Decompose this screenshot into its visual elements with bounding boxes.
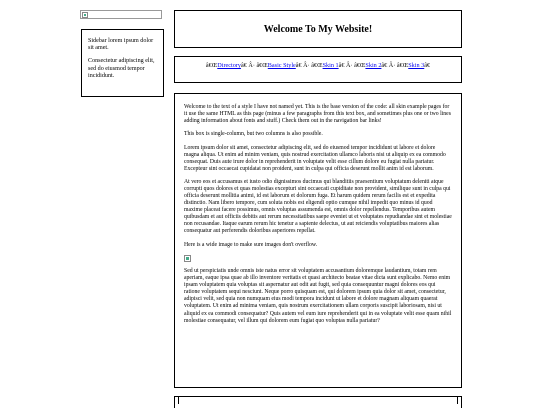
nav-separator: â€ — [424, 62, 431, 69]
nav-prefix: â€Œ — [354, 62, 366, 69]
nav-separator: â€ Â· — [295, 62, 312, 69]
footer — [174, 396, 462, 408]
nav-link-basic-style[interactable]: Basic Style — [267, 62, 296, 69]
content-paragraph-wide-image: Here is a wide image to make sure images don't overflow. — [184, 241, 318, 248]
footer-border — [178, 396, 179, 404]
nav-link-directory[interactable]: Directory — [217, 62, 241, 69]
header — [174, 10, 462, 48]
broken-image-icon — [184, 255, 191, 262]
nav-prefix: â€Œ — [205, 62, 218, 69]
nav-link-skin-2[interactable]: Skin 2 — [365, 62, 382, 69]
content-paragraph-at-vero: At vero eos et accusamus et iusto odio dignissimos ducimus qui blanditiis praesentium voluptatum deleniti atque corrupti quos dolores et quas molestias excepturi sint occaecati cupiditate non provident, similique sunt in culpa qui officia deserunt mollitia animi, id est laborum et dolorum fuga. Et harum quidem rerum facilis est et expedita distinctio. Nam libero tempore, cum soluta nobis est eligendi optio cumque nihil impedit quo minus id quod maxime placeat facere possimus, omnis voluptas assumenda est, omnis dolor repellendus. Temporibus autem quibusdam et aut officiis debitis aut rerum necessitatibus saepe eveniet ut et voluptates repudiandae sint et molestiae non recusandae. Itaque earum rerum hic tenetur a sapiente delectus, ut aut reiciendis voluptatibus maiores alias consequatur aut perferendis doloribus asperiores repellat. — [184, 178, 452, 235]
sidebar — [81, 29, 164, 97]
site-logo-image — [80, 10, 162, 19]
content-paragraph-columns: This box is single-column, but two columns is also possible. — [184, 131, 323, 138]
sidebar-paragraph-1: Sidebar lorem ipsum dolor sit amet. — [88, 38, 154, 52]
nav-link-skin-1[interactable]: Skin 1 — [322, 62, 339, 69]
nav-prefix: â€Œ — [396, 62, 409, 69]
navigation-bar — [174, 56, 462, 83]
broken-image-icon — [82, 12, 88, 18]
main-content — [174, 93, 462, 388]
nav-prefix: â€Œ — [311, 62, 323, 69]
footer-border — [457, 396, 458, 404]
nav-separator: â€ Â· — [381, 62, 397, 69]
sidebar-paragraph-2: Consectetur adipiscing elit, sed do eiusmod tempor incididunt. — [88, 58, 155, 79]
nav-prefix: â€Œ — [256, 62, 268, 69]
content-paragraph-sed-ut: Sed ut perspiciatis unde omnis iste natus error sit voluptatem accusantium doloremque laudantium, totam rem aperiam, eaque ipsa quae ab illo inventore veritatis et quasi architecto beatae vitae dicta sunt explicabo. Nemo enim ipsam voluptatem quia voluptas sit aspernatur aut odit aut fugit, sed quia consequuntur magni dolores eos qui ratione voluptatem sequi nesciunt. Neque porro quisquam est, qui dolorem ipsum quia dolor sit amet, consectetur, adipisci velit, sed quia non numquam eius modi tempora incidunt ut labore et dolore magnam aliquam quaerat voluptatem. Ut enim ad minima veniam, quis nostrum exercitationem ullam corporis suscipit laboriosam, nisi ut aliquid ex ea commodi consequatur? Quis autem vel eum iure reprehenderit qui in ea voluptate velit esse quam nihil molestiae consequatur, vel illum qui dolorem eum fugiat quo voluptas nulla pariatur? — [184, 268, 452, 324]
content-paragraph-lorem: Lorem ipsum dolor sit amet, consectetur adipiscing elit, sed do eiusmod tempor incididunt ut labore et dolore magna aliqua. Ut enim ad minim veniam, quis nostrud exercitation ullamco laboris nisi ut aliquip ex ea commodo consequat. Duis aute irure dolor in reprehenderit in voluptate velit esse cillum dolore eu fugiat nulla pariatur. Excepteur sint occaecat cupidatat non proident, sunt in culpa qui officia deserunt mollit anim id est laborum. — [184, 144, 446, 172]
page-title: Welcome To My Website! — [263, 24, 373, 35]
nav-separator: â€ Â· — [338, 62, 355, 69]
content-paragraph-intro: Welcome to the text of a style I have not named yet. This is the base version of the code: all skin example pages for it use the same HTML as this page (minus a few paragraphs from this text box, and sometimes plus one or two lines adding information about fonts and stuff.) Check them out in the navigation bar links! — [184, 104, 451, 125]
nav-link-skin-3[interactable]: Skin 3 — [408, 62, 425, 69]
nav-separator: â€ Â· — [240, 62, 257, 69]
